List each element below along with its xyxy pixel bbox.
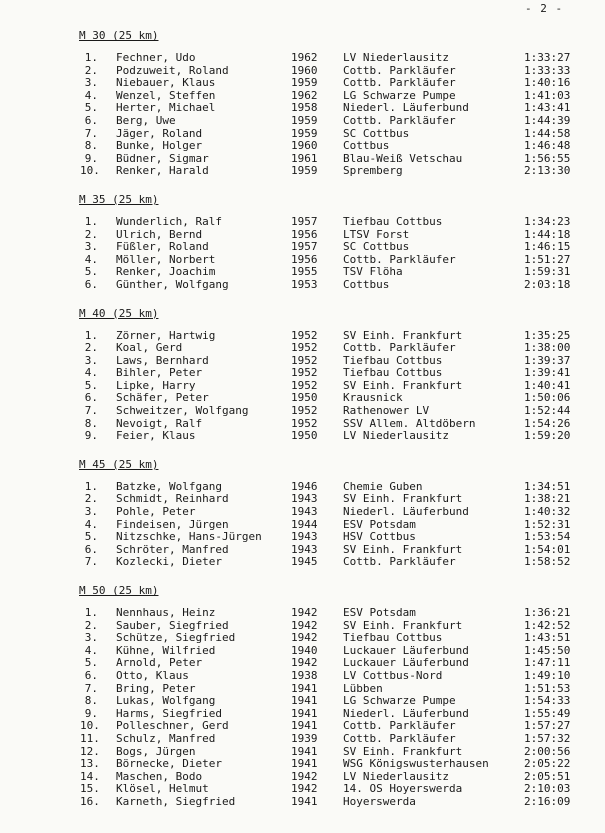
year-cell: 1942	[291, 782, 318, 796]
rank-cell: 7.	[84, 126, 98, 140]
section-title: M 40 (25 km)	[79, 306, 159, 320]
club-cell: SSV Allem. Altdöbern	[343, 416, 476, 430]
rank-cell: 2.	[84, 492, 98, 506]
result-row	[0, 758, 605, 771]
name-cell: Füßler, Roland	[116, 240, 209, 254]
rank-cell: 3.	[84, 240, 98, 254]
club-cell: Cottb. Parkläufer	[343, 252, 456, 266]
time-cell: 1:38:00	[524, 341, 571, 355]
club-cell: TSV Flöha	[343, 265, 403, 279]
year-cell: 1941	[291, 694, 318, 708]
club-cell: LV Niederlausitz	[343, 51, 449, 64]
club-cell: LV Niederlausitz	[343, 769, 449, 783]
name-cell: Nevoigt, Ralf	[116, 416, 203, 430]
name-cell: Bunke, Holger	[116, 139, 203, 153]
year-cell: 1952	[291, 353, 318, 367]
rank-cell: 6.	[84, 113, 98, 127]
result-row	[0, 796, 605, 809]
results-section	[0, 579, 605, 809]
time-cell: 1:59:20	[524, 429, 571, 443]
time-cell: 1:34:23	[524, 214, 571, 228]
name-cell: Börnecke, Dieter	[116, 757, 222, 771]
rank-cell: 1.	[84, 51, 98, 64]
year-cell: 1941	[291, 719, 318, 733]
year-cell: 1952	[291, 416, 318, 430]
name-cell: Klösel, Helmut	[116, 782, 209, 796]
year-cell: 1941	[291, 744, 318, 758]
time-cell: 1:36:21	[524, 606, 571, 619]
club-cell: LG Schwarze Pumpe	[343, 88, 456, 102]
result-row	[0, 670, 605, 683]
result-row	[0, 52, 605, 65]
club-cell: Krausnick	[343, 391, 403, 405]
rank-cell: 9.	[84, 706, 98, 720]
rank-cell: 13.	[80, 757, 100, 771]
name-cell: Maschen, Bodo	[116, 769, 203, 783]
club-cell: Niederl. Läuferbund	[343, 706, 469, 720]
club-cell: 14. OS Hoyerswerda	[343, 782, 463, 796]
year-cell: 1952	[291, 404, 318, 418]
results-list	[0, 24, 605, 819]
year-cell: 1953	[291, 277, 318, 291]
time-cell: 1:40:16	[524, 76, 571, 90]
time-cell: 1:35:25	[524, 328, 571, 342]
rank-cell: 5.	[84, 378, 98, 392]
club-cell: Lübben	[343, 681, 383, 695]
club-cell: Luckauer Läuferbund	[343, 656, 469, 670]
result-row	[0, 556, 605, 569]
rank-cell: 7.	[84, 681, 98, 695]
club-cell: Cottb. Parkläufer	[343, 113, 456, 127]
name-cell: Schröter, Manfred	[116, 542, 229, 556]
year-cell: 1956	[291, 252, 318, 266]
time-cell: 1:57:32	[524, 731, 571, 745]
results-section	[0, 302, 605, 443]
time-cell: 1:41:03	[524, 88, 571, 102]
rank-cell: 5.	[84, 656, 98, 670]
name-cell: Renker, Joachim	[116, 265, 216, 279]
time-cell: 1:53:54	[524, 530, 571, 544]
club-cell: Rathenower LV	[343, 404, 430, 418]
name-cell: Batzke, Wolfgang	[116, 479, 222, 493]
club-cell: SV Einh. Frankfurt	[343, 492, 463, 506]
club-cell: Cottb. Parkläufer	[343, 555, 456, 569]
club-cell: SC Cottbus	[343, 126, 410, 140]
rank-cell: 5.	[84, 265, 98, 279]
time-cell: 1:46:15	[524, 240, 571, 254]
year-cell: 1938	[291, 668, 318, 682]
year-cell: 1945	[291, 555, 318, 569]
time-cell: 1:54:01	[524, 542, 571, 556]
rank-cell: 5.	[84, 101, 98, 115]
year-cell: 1959	[291, 126, 318, 140]
time-cell: 2:05:22	[524, 757, 571, 771]
rank-cell: 3.	[84, 505, 98, 519]
year-cell: 1952	[291, 366, 318, 380]
year-cell: 1942	[291, 656, 318, 670]
rank-cell: 8.	[84, 416, 98, 430]
results-section	[0, 188, 605, 292]
club-cell: LV Cottbus-Nord	[343, 668, 443, 682]
rank-cell: 3.	[84, 76, 98, 90]
name-cell: Laws, Bernhard	[116, 353, 209, 367]
rank-cell: 1.	[84, 479, 98, 493]
rank-cell: 2.	[84, 63, 98, 77]
time-cell: 1:39:41	[524, 366, 571, 380]
result-row	[0, 405, 605, 418]
name-cell: Polleschner, Gerd	[116, 719, 229, 733]
name-cell: Pohle, Peter	[116, 505, 196, 519]
name-cell: Schäfer, Peter	[116, 391, 209, 405]
club-cell: Cottbus	[343, 277, 390, 291]
name-cell: Berg, Uwe	[116, 113, 176, 127]
time-cell: 1:52:44	[524, 404, 571, 418]
rank-cell: 8.	[84, 694, 98, 708]
time-cell: 1:58:52	[524, 555, 571, 569]
time-cell: 1:49:10	[524, 668, 571, 682]
year-cell: 1939	[291, 731, 318, 745]
rank-cell: 1.	[84, 214, 98, 228]
club-cell: HSV Cottbus	[343, 530, 416, 544]
results-section	[0, 24, 605, 178]
year-cell: 1959	[291, 76, 318, 90]
rank-cell: 10.	[80, 719, 100, 733]
club-cell: Tiefbau Cottbus	[343, 353, 443, 367]
club-cell: ESV Potsdam	[343, 517, 416, 531]
club-cell: Cottb. Parkläufer	[343, 63, 456, 77]
year-cell: 1940	[291, 643, 318, 657]
name-cell: Findeisen, Jürgen	[116, 517, 229, 531]
name-cell: Sauber, Siegfried	[116, 618, 229, 632]
year-cell: 1941	[291, 794, 318, 808]
year-cell: 1943	[291, 505, 318, 519]
name-cell: Kühne, Wilfried	[116, 643, 216, 657]
year-cell: 1959	[291, 113, 318, 127]
club-cell: SV Einh. Frankfurt	[343, 744, 463, 758]
name-cell: Kozlecki, Dieter	[116, 555, 222, 569]
year-cell: 1943	[291, 530, 318, 544]
year-cell: 1957	[291, 240, 318, 254]
result-row	[0, 367, 605, 380]
section-title: M 30 (25 km)	[79, 29, 159, 42]
club-cell: Hoyerswerda	[343, 794, 416, 808]
time-cell: 1:38:21	[524, 492, 571, 506]
time-cell: 1:42:52	[524, 618, 571, 632]
name-cell: Jäger, Roland	[116, 126, 203, 140]
result-row	[0, 165, 605, 178]
rank-cell: 15.	[80, 782, 100, 796]
time-cell: 2:05:51	[524, 769, 571, 783]
name-cell: Ulrich, Bernd	[116, 227, 203, 241]
result-row	[0, 733, 605, 746]
rank-cell: 4.	[84, 88, 98, 102]
rank-cell: 1.	[84, 606, 98, 619]
time-cell: 2:16:09	[524, 794, 571, 808]
time-cell: 1:55:49	[524, 706, 571, 720]
name-cell: Wenzel, Steffen	[116, 88, 216, 102]
club-cell: Blau-Weiß Vetschau	[343, 151, 463, 165]
rank-cell: 3.	[84, 631, 98, 645]
time-cell: 1:40:32	[524, 505, 571, 519]
time-cell: 1:59:31	[524, 265, 571, 279]
club-cell: Luckauer Läuferbund	[343, 643, 469, 657]
year-cell: 1958	[291, 101, 318, 115]
year-cell: 1952	[291, 378, 318, 392]
name-cell: Schulz, Manfred	[116, 731, 216, 745]
name-cell: Harms, Siegfried	[116, 706, 222, 720]
rank-cell: 6.	[84, 668, 98, 682]
time-cell: 1:43:51	[524, 631, 571, 645]
time-cell: 2:03:18	[524, 277, 571, 291]
result-row	[0, 607, 605, 620]
time-cell: 1:40:41	[524, 378, 571, 392]
year-cell: 1942	[291, 769, 318, 783]
name-cell: Zörner, Hartwig	[116, 328, 216, 342]
rank-cell: 8.	[84, 139, 98, 153]
year-cell: 1962	[291, 88, 318, 102]
club-cell: Cottbus	[343, 139, 390, 153]
result-row	[0, 140, 605, 153]
name-cell: Lipke, Harry	[116, 378, 196, 392]
time-cell: 1:51:53	[524, 681, 571, 695]
section-title: M 50 (25 km)	[79, 584, 159, 597]
club-cell: Chemie Guben	[343, 479, 423, 493]
name-cell: Schmidt, Reinhard	[116, 492, 229, 506]
year-cell: 1943	[291, 542, 318, 556]
rank-cell: 2.	[84, 227, 98, 241]
time-cell: 1:46:48	[524, 139, 571, 153]
time-cell: 2:13:30	[524, 164, 571, 178]
year-cell: 1942	[291, 631, 318, 645]
club-cell: Cottb. Parkläufer	[343, 731, 456, 745]
name-cell: Fechner, Udo	[116, 51, 196, 64]
year-cell: 1952	[291, 341, 318, 355]
year-cell: 1944	[291, 517, 318, 531]
club-cell: LV Niederlausitz	[343, 429, 449, 443]
time-cell: 1:44:18	[524, 227, 571, 241]
year-cell: 1952	[291, 328, 318, 342]
result-row	[0, 241, 605, 254]
year-cell: 1962	[291, 51, 318, 64]
result-row	[0, 279, 605, 292]
name-cell: Möller, Norbert	[116, 252, 216, 266]
name-cell: Karneth, Siegfried	[116, 794, 236, 808]
year-cell: 1941	[291, 706, 318, 720]
time-cell: 1:44:39	[524, 113, 571, 127]
rank-cell: 2.	[84, 618, 98, 632]
year-cell: 1943	[291, 492, 318, 506]
name-cell: Herter, Michael	[116, 101, 216, 115]
time-cell: 1:47:11	[524, 656, 571, 670]
club-cell: Cottb. Parkläufer	[343, 719, 456, 733]
name-cell: Niebauer, Klaus	[116, 76, 216, 90]
time-cell: 1:43:41	[524, 101, 571, 115]
rank-cell: 11.	[80, 731, 100, 745]
time-cell: 1:52:31	[524, 517, 571, 531]
rank-cell: 12.	[80, 744, 100, 758]
rank-cell: 9.	[84, 151, 98, 165]
name-cell: Otto, Klaus	[116, 668, 189, 682]
name-cell: Bihler, Peter	[116, 366, 203, 380]
year-cell: 1942	[291, 618, 318, 632]
time-cell: 1:33:33	[524, 63, 571, 77]
year-cell: 1961	[291, 151, 318, 165]
name-cell: Bring, Peter	[116, 681, 196, 695]
result-row	[0, 77, 605, 90]
club-cell: Tiefbau Cottbus	[343, 214, 443, 228]
results-section	[0, 453, 605, 569]
time-cell: 1:34:51	[524, 479, 571, 493]
time-cell: 1:54:26	[524, 416, 571, 430]
year-cell: 1950	[291, 429, 318, 443]
rank-cell: 4.	[84, 252, 98, 266]
club-cell: SV Einh. Frankfurt	[343, 378, 463, 392]
result-row	[0, 632, 605, 645]
rank-cell: 7.	[84, 404, 98, 418]
club-cell: LG Schwarze Pumpe	[343, 694, 456, 708]
club-cell: Cottb. Parkläufer	[343, 341, 456, 355]
result-row	[0, 430, 605, 443]
time-cell: 1:44:58	[524, 126, 571, 140]
time-cell: 1:45:50	[524, 643, 571, 657]
rank-cell: 2.	[84, 341, 98, 355]
club-cell: Niederl. Läuferbund	[343, 505, 469, 519]
year-cell: 1950	[291, 391, 318, 405]
result-row	[0, 342, 605, 355]
section-title: M 35 (25 km)	[79, 192, 159, 206]
rank-cell: 4.	[84, 517, 98, 531]
result-row	[0, 506, 605, 519]
name-cell: Feier, Klaus	[116, 429, 196, 443]
year-cell: 1956	[291, 227, 318, 241]
rank-cell: 16.	[80, 794, 100, 808]
club-cell: ESV Potsdam	[343, 606, 416, 619]
club-cell: SV Einh. Frankfurt	[343, 328, 463, 342]
name-cell: Büdner, Sigmar	[116, 151, 209, 165]
rank-cell: 6.	[84, 542, 98, 556]
name-cell: Wunderlich, Ralf	[116, 214, 222, 228]
club-cell: SV Einh. Frankfurt	[343, 618, 463, 632]
club-cell: Tiefbau Cottbus	[343, 366, 443, 380]
name-cell: Renker, Harald	[116, 164, 209, 178]
time-cell: 2:10:03	[524, 782, 571, 796]
result-row	[0, 531, 605, 544]
year-cell: 1959	[291, 164, 318, 178]
name-cell: Nitzschke, Hans-Jürgen	[116, 530, 262, 544]
rank-cell: 6.	[84, 277, 98, 291]
time-cell: 1:33:27	[524, 51, 571, 64]
rank-cell: 5.	[84, 530, 98, 544]
year-cell: 1955	[291, 265, 318, 279]
name-cell: Lukas, Wolfgang	[116, 694, 216, 708]
club-cell: Niederl. Läuferbund	[343, 101, 469, 115]
club-cell: WSG Königswusterhausen	[343, 757, 489, 771]
result-row	[0, 695, 605, 708]
page-number: - 2 -	[525, 2, 564, 15]
club-cell: LTSV Forst	[343, 227, 410, 241]
rank-cell: 4.	[84, 366, 98, 380]
rank-cell: 1.	[84, 328, 98, 342]
year-cell: 1960	[291, 63, 318, 77]
time-cell: 1:54:33	[524, 694, 571, 708]
time-cell: 1:51:27	[524, 252, 571, 266]
rank-cell: 10.	[80, 164, 100, 178]
time-cell: 1:39:37	[524, 353, 571, 367]
year-cell: 1960	[291, 139, 318, 153]
time-cell: 1:56:55	[524, 151, 571, 165]
name-cell: Koal, Gerd	[116, 341, 183, 355]
name-cell: Schweitzer, Wolfgang	[116, 404, 249, 418]
result-row	[0, 115, 605, 128]
name-cell: Arnold, Peter	[116, 656, 203, 670]
name-cell: Podzuweit, Roland	[116, 63, 229, 77]
time-cell: 2:00:56	[524, 744, 571, 758]
rank-cell: 14.	[80, 769, 100, 783]
rank-cell: 6.	[84, 391, 98, 405]
club-cell: SC Cottbus	[343, 240, 410, 254]
year-cell: 1942	[291, 606, 318, 619]
time-cell: 1:50:06	[524, 391, 571, 405]
name-cell: Bogs, Jürgen	[116, 744, 196, 758]
name-cell: Nennhaus, Heinz	[116, 606, 216, 619]
time-cell: 1:57:27	[524, 719, 571, 733]
year-cell: 1941	[291, 757, 318, 771]
club-cell: Spremberg	[343, 164, 403, 178]
year-cell: 1946	[291, 479, 318, 493]
year-cell: 1941	[291, 681, 318, 695]
name-cell: Günther, Wolfgang	[116, 277, 229, 291]
result-row	[0, 216, 605, 229]
rank-cell: 7.	[84, 555, 98, 569]
section-title: M 45 (25 km)	[79, 457, 159, 471]
club-cell: Cottb. Parkläufer	[343, 76, 456, 90]
rank-cell: 9.	[84, 429, 98, 443]
year-cell: 1957	[291, 214, 318, 228]
rank-cell: 4.	[84, 643, 98, 657]
rank-cell: 3.	[84, 353, 98, 367]
name-cell: Schütze, Siegfried	[116, 631, 236, 645]
club-cell: Tiefbau Cottbus	[343, 631, 443, 645]
club-cell: SV Einh. Frankfurt	[343, 542, 463, 556]
